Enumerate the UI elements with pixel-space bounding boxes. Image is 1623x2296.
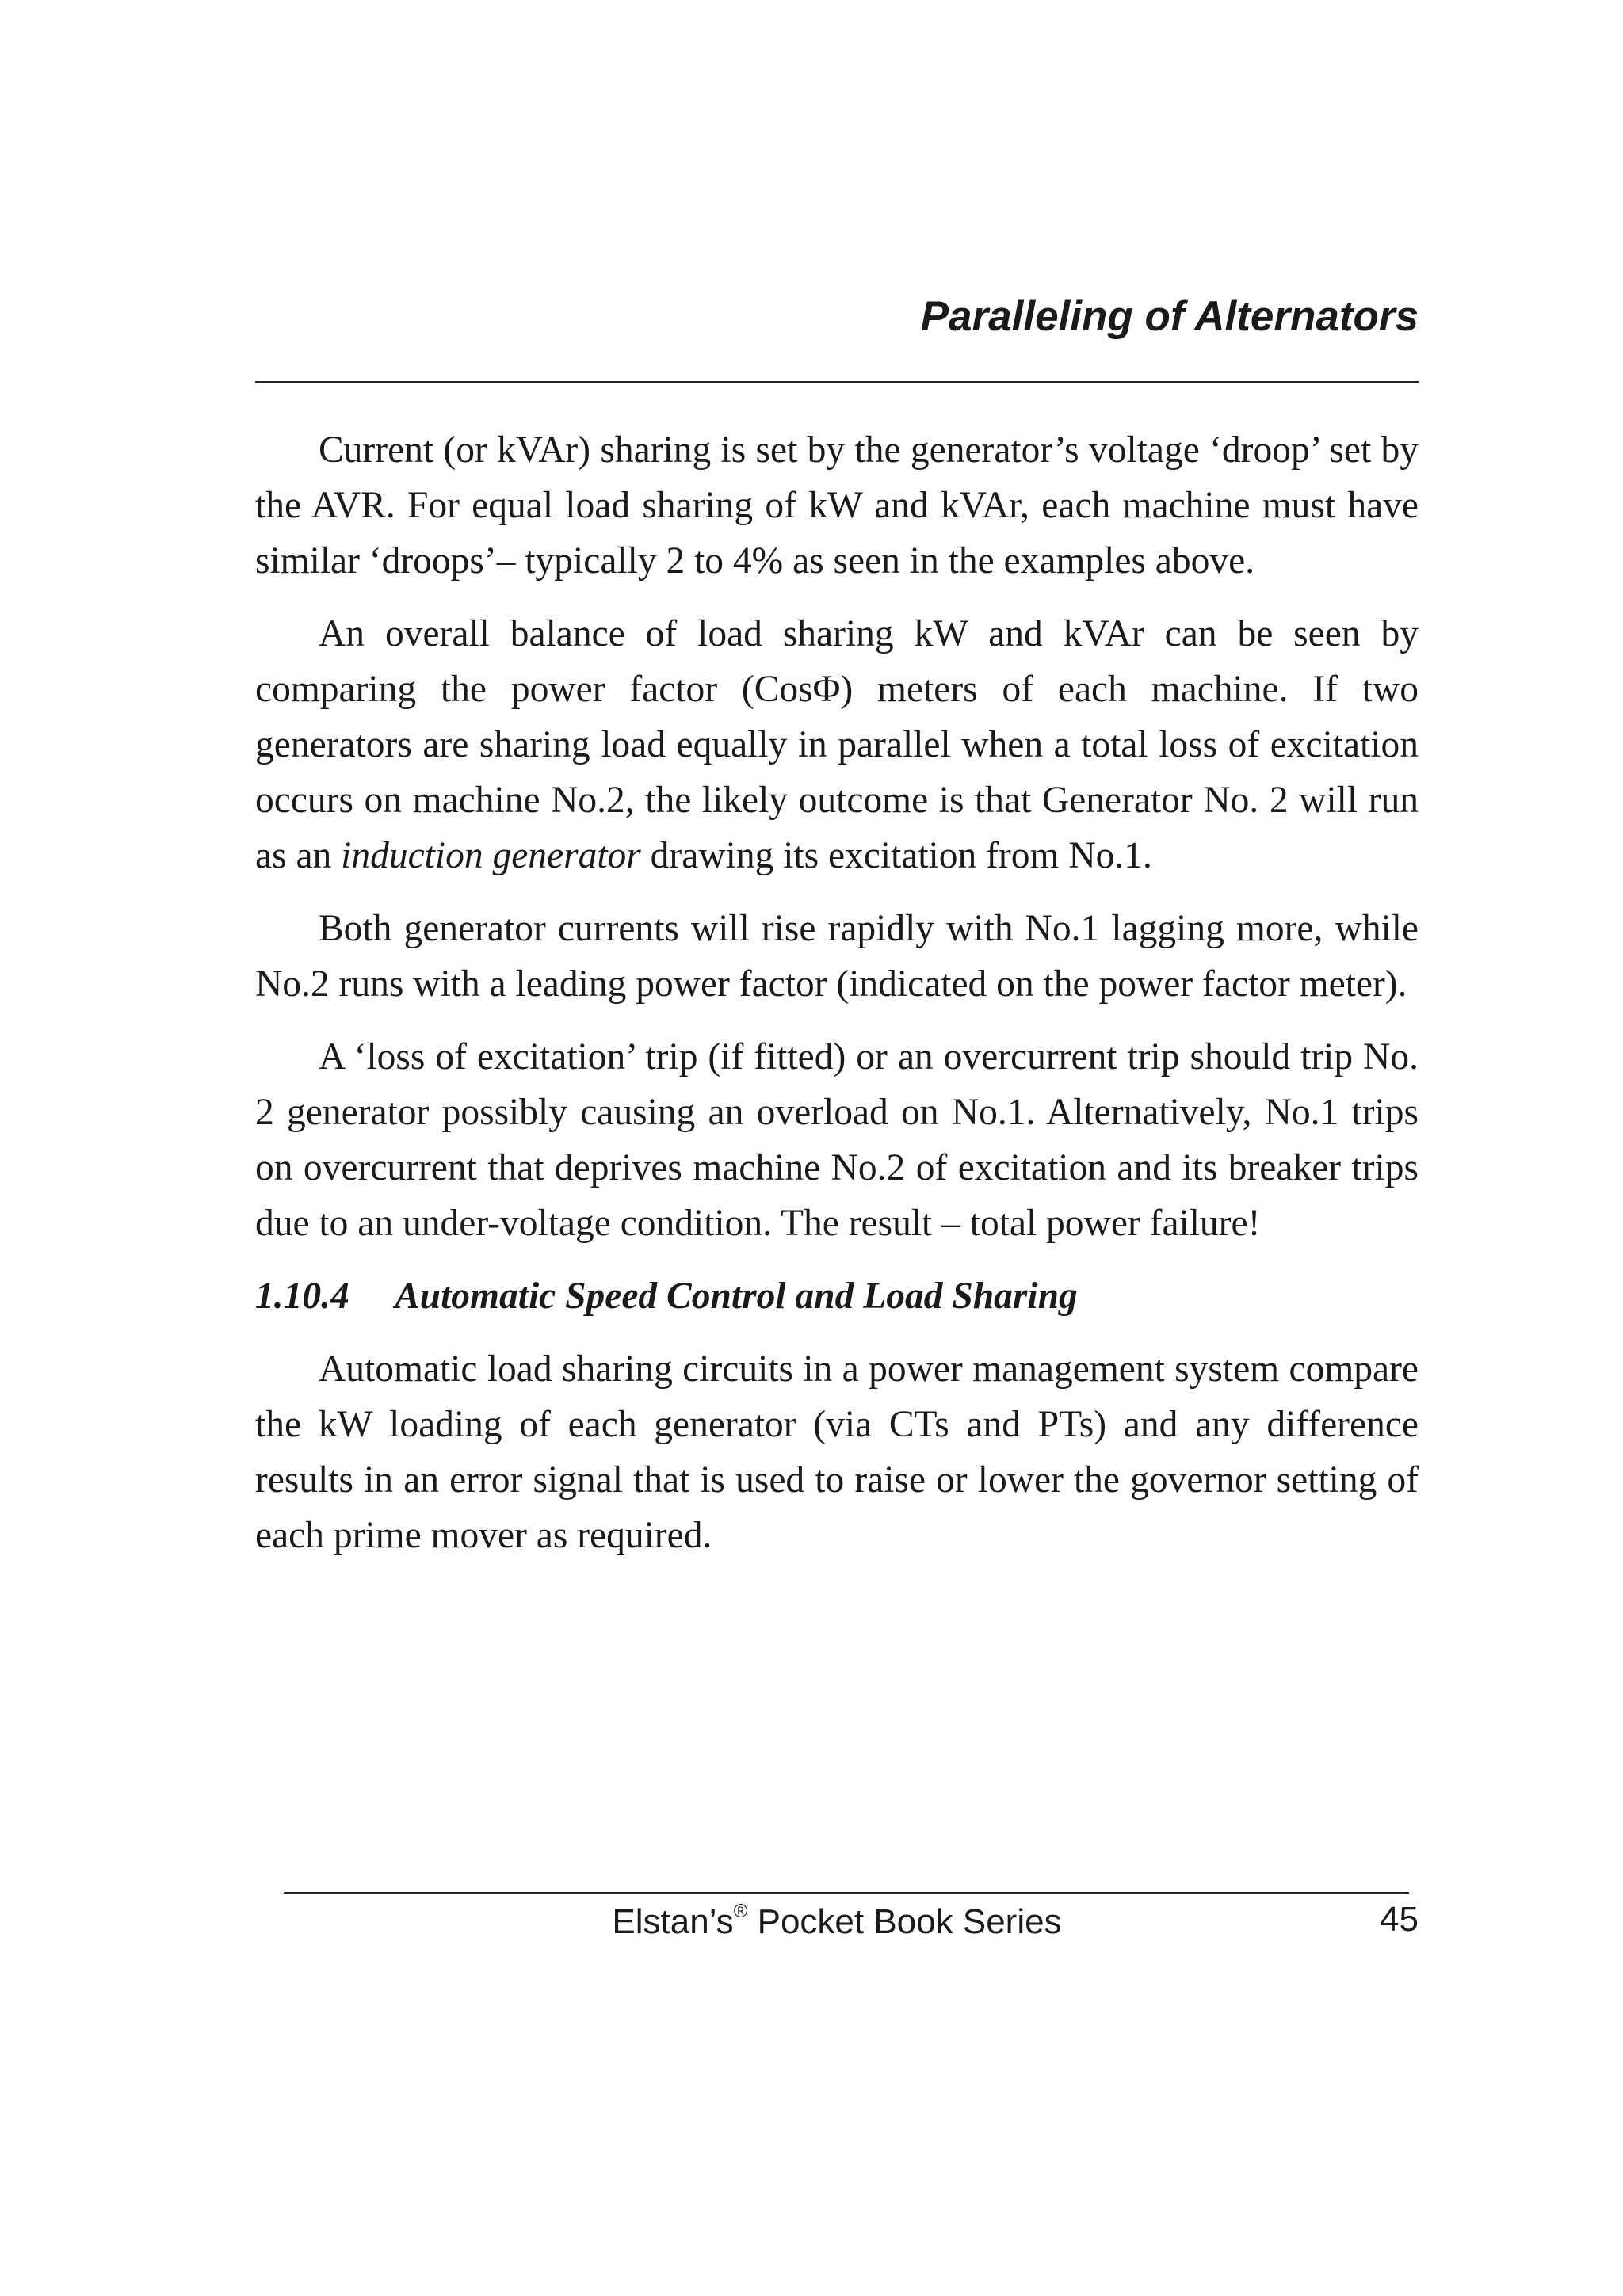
footer-series-name <box>255 1900 1419 1944</box>
section-title: Automatic Speed Control and Load Sharing <box>395 1276 1078 1317</box>
paragraph-power-factor-balance <box>255 606 1419 883</box>
registered-mark: ® <box>733 1901 748 1922</box>
paragraph-text: An overall balance of load sharing kW and kVAr can be seen by comparing the power factor (CosΦ) meters of each machine. If two generators are sharing load equally in parallel when a total loss of excitation occurs on machine No.2, the likely outcome is that Generator No. 2 will run as an <box>255 613 1419 876</box>
section-number: 1.10.4 <box>255 1276 349 1317</box>
section-heading <box>255 1268 1419 1324</box>
paragraph-text: drawing its excitation from No.1. <box>640 835 1152 876</box>
page-body <box>255 422 1419 1563</box>
paragraph-generator-currents: Both generator currents will rise rapidly with No.1 lagging more, while No.2 runs with a leading power factor (indicated on the power factor meter). <box>255 908 1419 1005</box>
paragraph-automatic-load-sharing: Automatic load sharing circuits in a power management system compare the kW loading of each generator (via CTs and PTs) and any difference results in an error signal that is used to raise or lower the governor setting of each prime mover as required. <box>255 1348 1419 1556</box>
paragraph-loss-of-excitation-trip: A ‘loss of excitation’ trip (if fitted) or an overcurrent trip should trip No. 2 generator possibly causing an overload on No.1. Alternatively, No.1 trips on overcurrent that deprives machine No.2 of excitation and its breaker trips due to an under-voltage condition. The result – total power failure! <box>255 1036 1419 1244</box>
footer-rule <box>284 1892 1409 1894</box>
page-number: 45 <box>1380 1900 1419 1939</box>
header-rule <box>255 381 1419 383</box>
running-head-title: Paralleling of Alternators <box>920 293 1419 340</box>
series-name-end: Pocket Book Series <box>747 1902 1062 1941</box>
paragraph-current-sharing: Current (or kVAr) sharing is set by the generator’s voltage ‘droop’ set by the AVR. For equal load sharing of kW and kVAr, each machine must have similar ‘droops’– typically 2 to 4% as seen in the examples above. <box>255 429 1419 582</box>
emphasis-induction-generator: induction generator <box>341 835 641 876</box>
series-name-start: Elstan’s <box>612 1902 734 1941</box>
